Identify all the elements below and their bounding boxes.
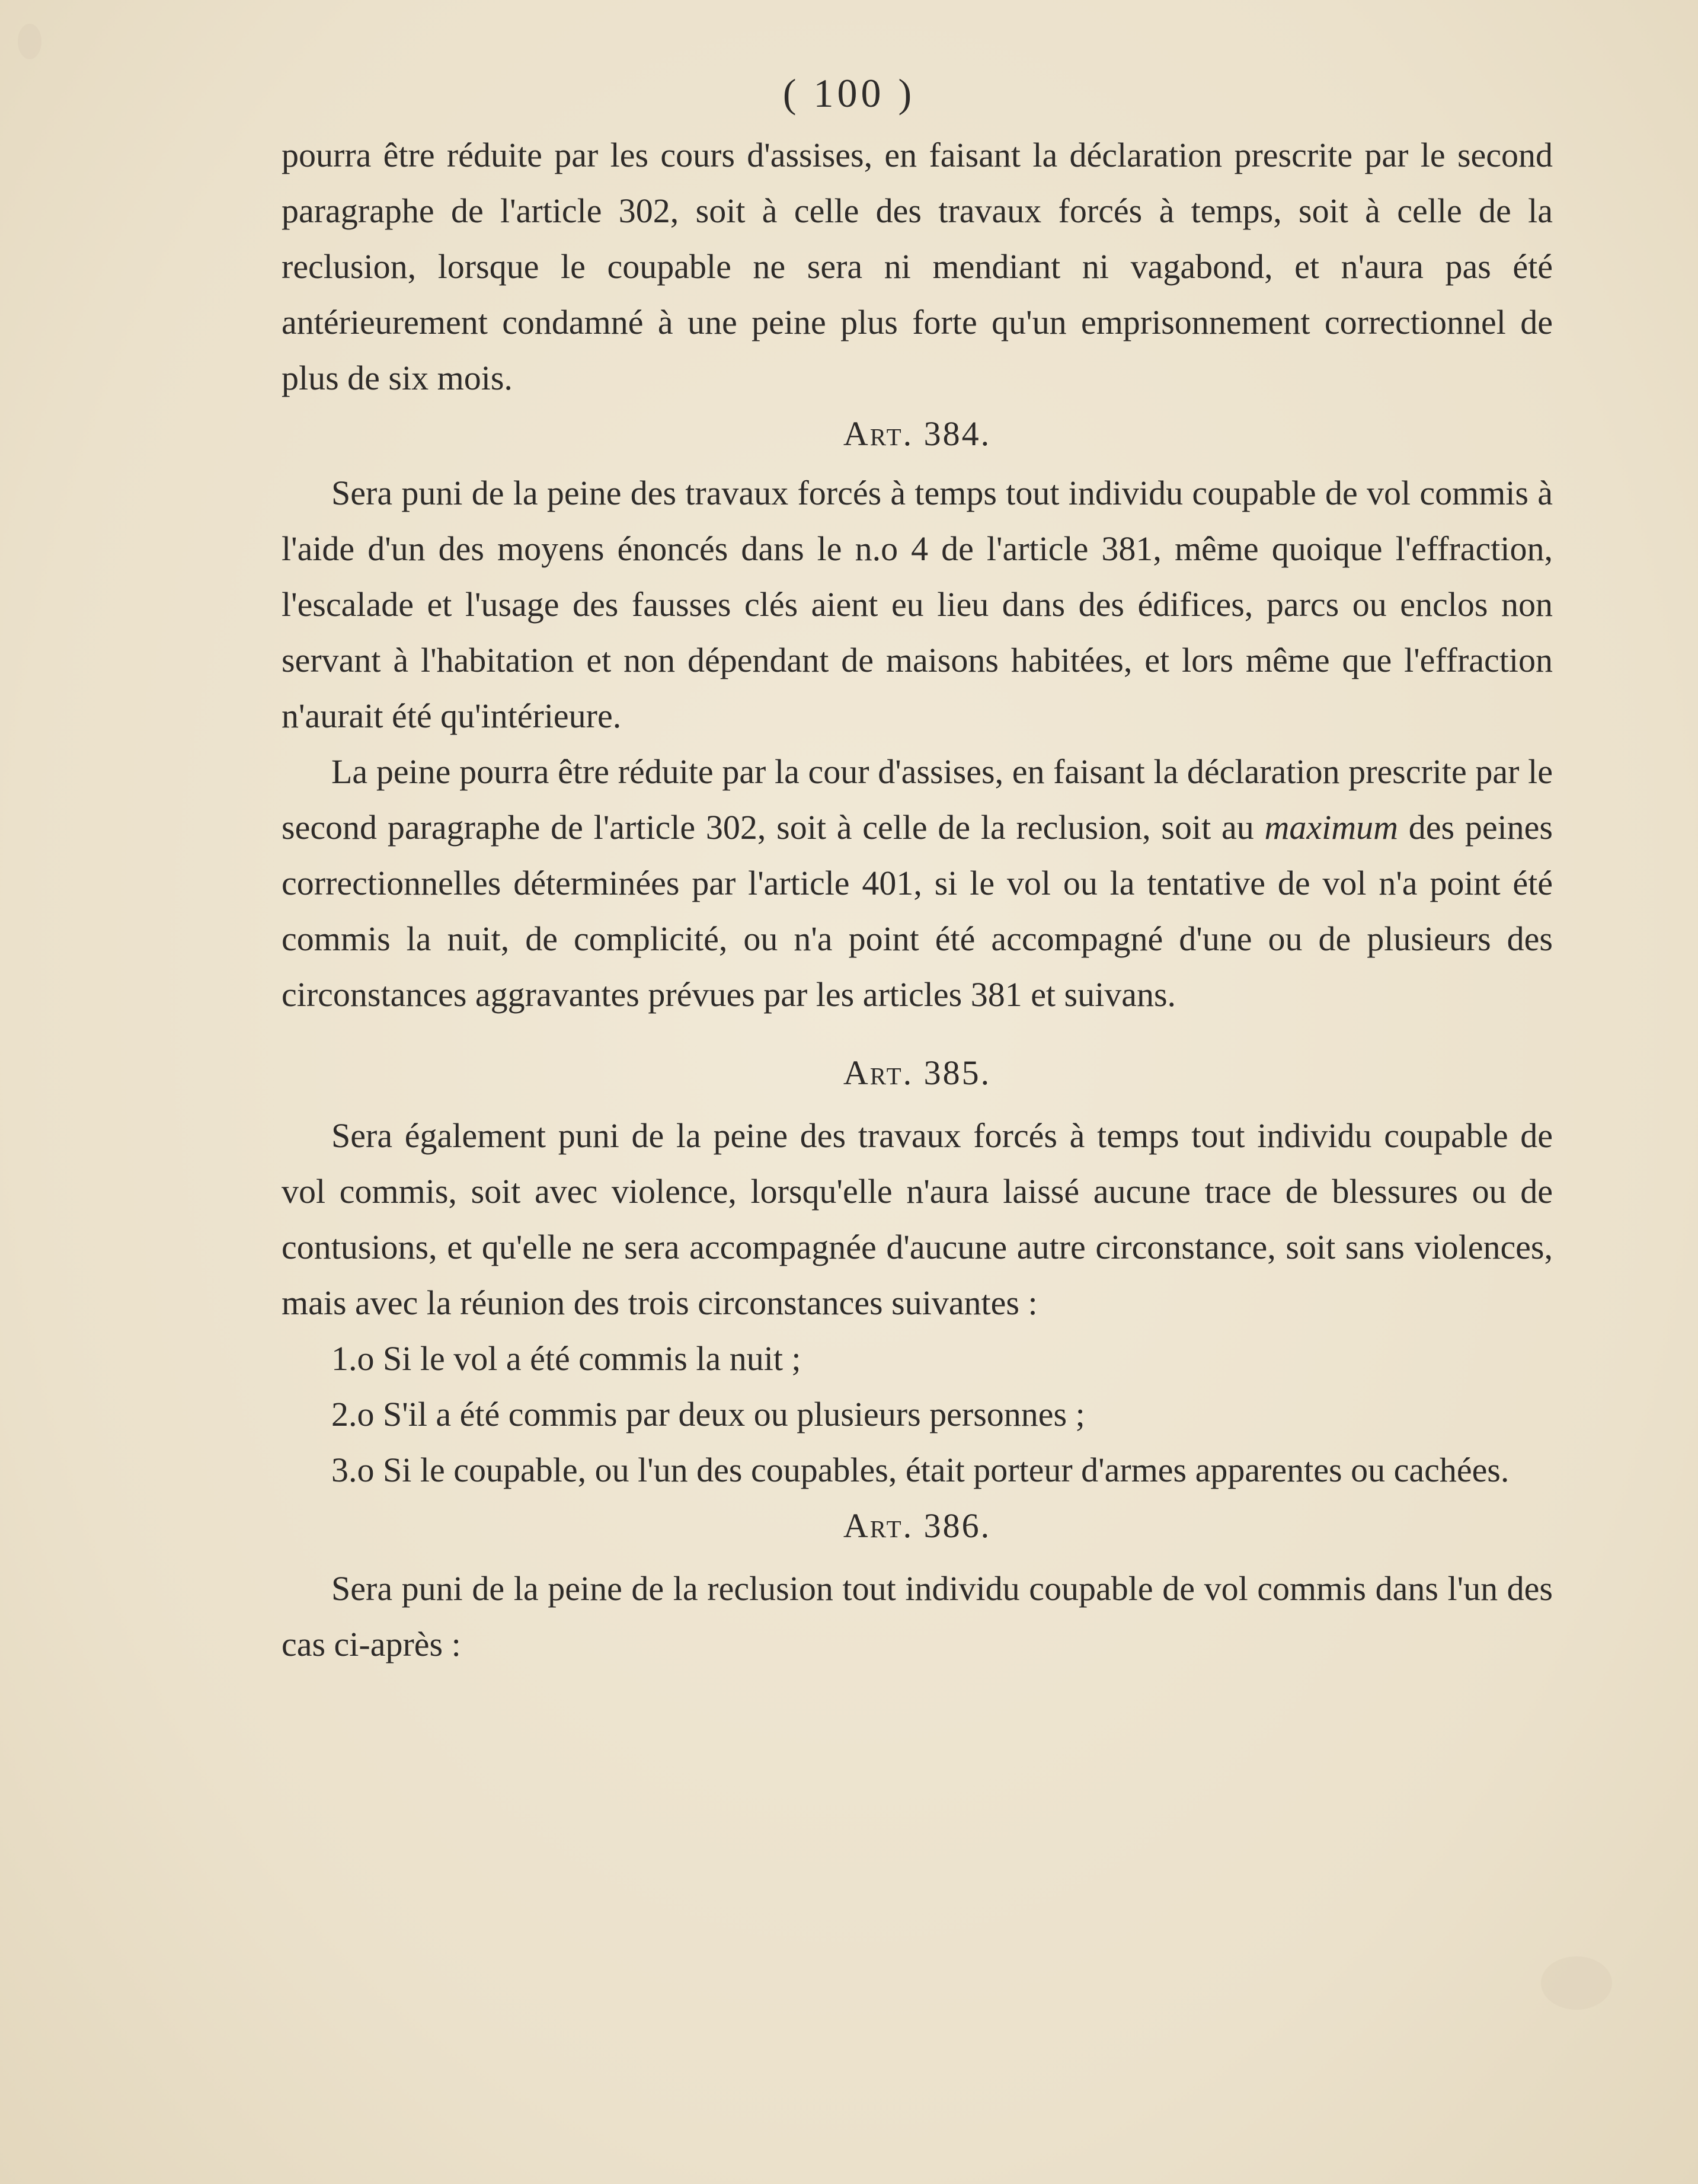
- paper-spot: [18, 24, 41, 59]
- paragraph-article-384-reduction: [282, 744, 1553, 1023]
- page-number: ( 100 ): [782, 71, 916, 116]
- italic-term: maximum: [1264, 808, 1398, 847]
- page-body: [282, 127, 1553, 1672]
- paper-spot: [1541, 1956, 1612, 2010]
- article-heading-384: Art. 384.: [843, 414, 992, 453]
- article-heading-385: Art. 385.: [843, 1053, 992, 1092]
- list-item-2: 2.o S'il a été commis par deux ou plusieurs personnes ;: [331, 1395, 1085, 1433]
- list-item-3: 3.o Si le coupable, ou l'un des coupables, était porteur d'armes apparentes ou cachées.: [331, 1451, 1510, 1489]
- list-item-1: 1.o Si le vol a été commis la nuit ;: [331, 1339, 801, 1378]
- paragraph-article-384: Sera puni de la peine des travaux forcés à temps tout individu coupable de vol commis à l'aide d'un des moyens énoncés dans le n.o 4 de l'article 381, même quoique l'effraction, l'escalade et l'usage des fausses clés aient eu lieu dans des édifices, parcs ou enclos non servant à l'habitation et non dépendant de maisons habitées, et lors même que l'effraction n'aurait été qu'intérieure.: [282, 474, 1553, 735]
- paragraph-article-385: Sera également puni de la peine des travaux forcés à temps tout individu coupable de vol commis, soit avec violence, lorsqu'elle n'aura laissé aucune trace de blessures ou de contusions, et qu'elle ne sera accompagnée d'aucune autre circonstance, soit sans violences, mais avec la réunion des trois circonstances suivantes :: [282, 1116, 1553, 1322]
- text-run: La peine pourra être réduite par la cour d'assises, en faisant la déclaration prescrite par le second paragraphe de l'article 302, soit à celle de la reclusion, soit au: [282, 752, 1553, 847]
- article-heading-386: Art. 386.: [843, 1506, 992, 1545]
- text-run: des peines correctionnelles déterminées par l'article 401, si le vol ou la tentative de vol n'a point été commis la nuit, de complicité, ou n'a point été accompagné d'une ou de plusieurs des circonstances aggravantes prévues par les articles 381 et suivans.: [282, 808, 1553, 1014]
- paragraph-continuation: pourra être réduite par les cours d'assises, en faisant la déclaration prescrite par le second paragraphe de l'article 302, soit à celle des travaux forcés à temps, soit à celle de la reclusion, lorsque le coupable ne sera ni mendiant ni vagabond, et n'aura pas été antérieurement condamné à une peine plus forte qu'un emprisonnement correctionnel de plus de six mois.: [282, 136, 1553, 397]
- paragraph-article-386: Sera puni de la peine de la reclusion tout individu coupable de vol commis dans l'un des cas ci-après :: [282, 1569, 1553, 1663]
